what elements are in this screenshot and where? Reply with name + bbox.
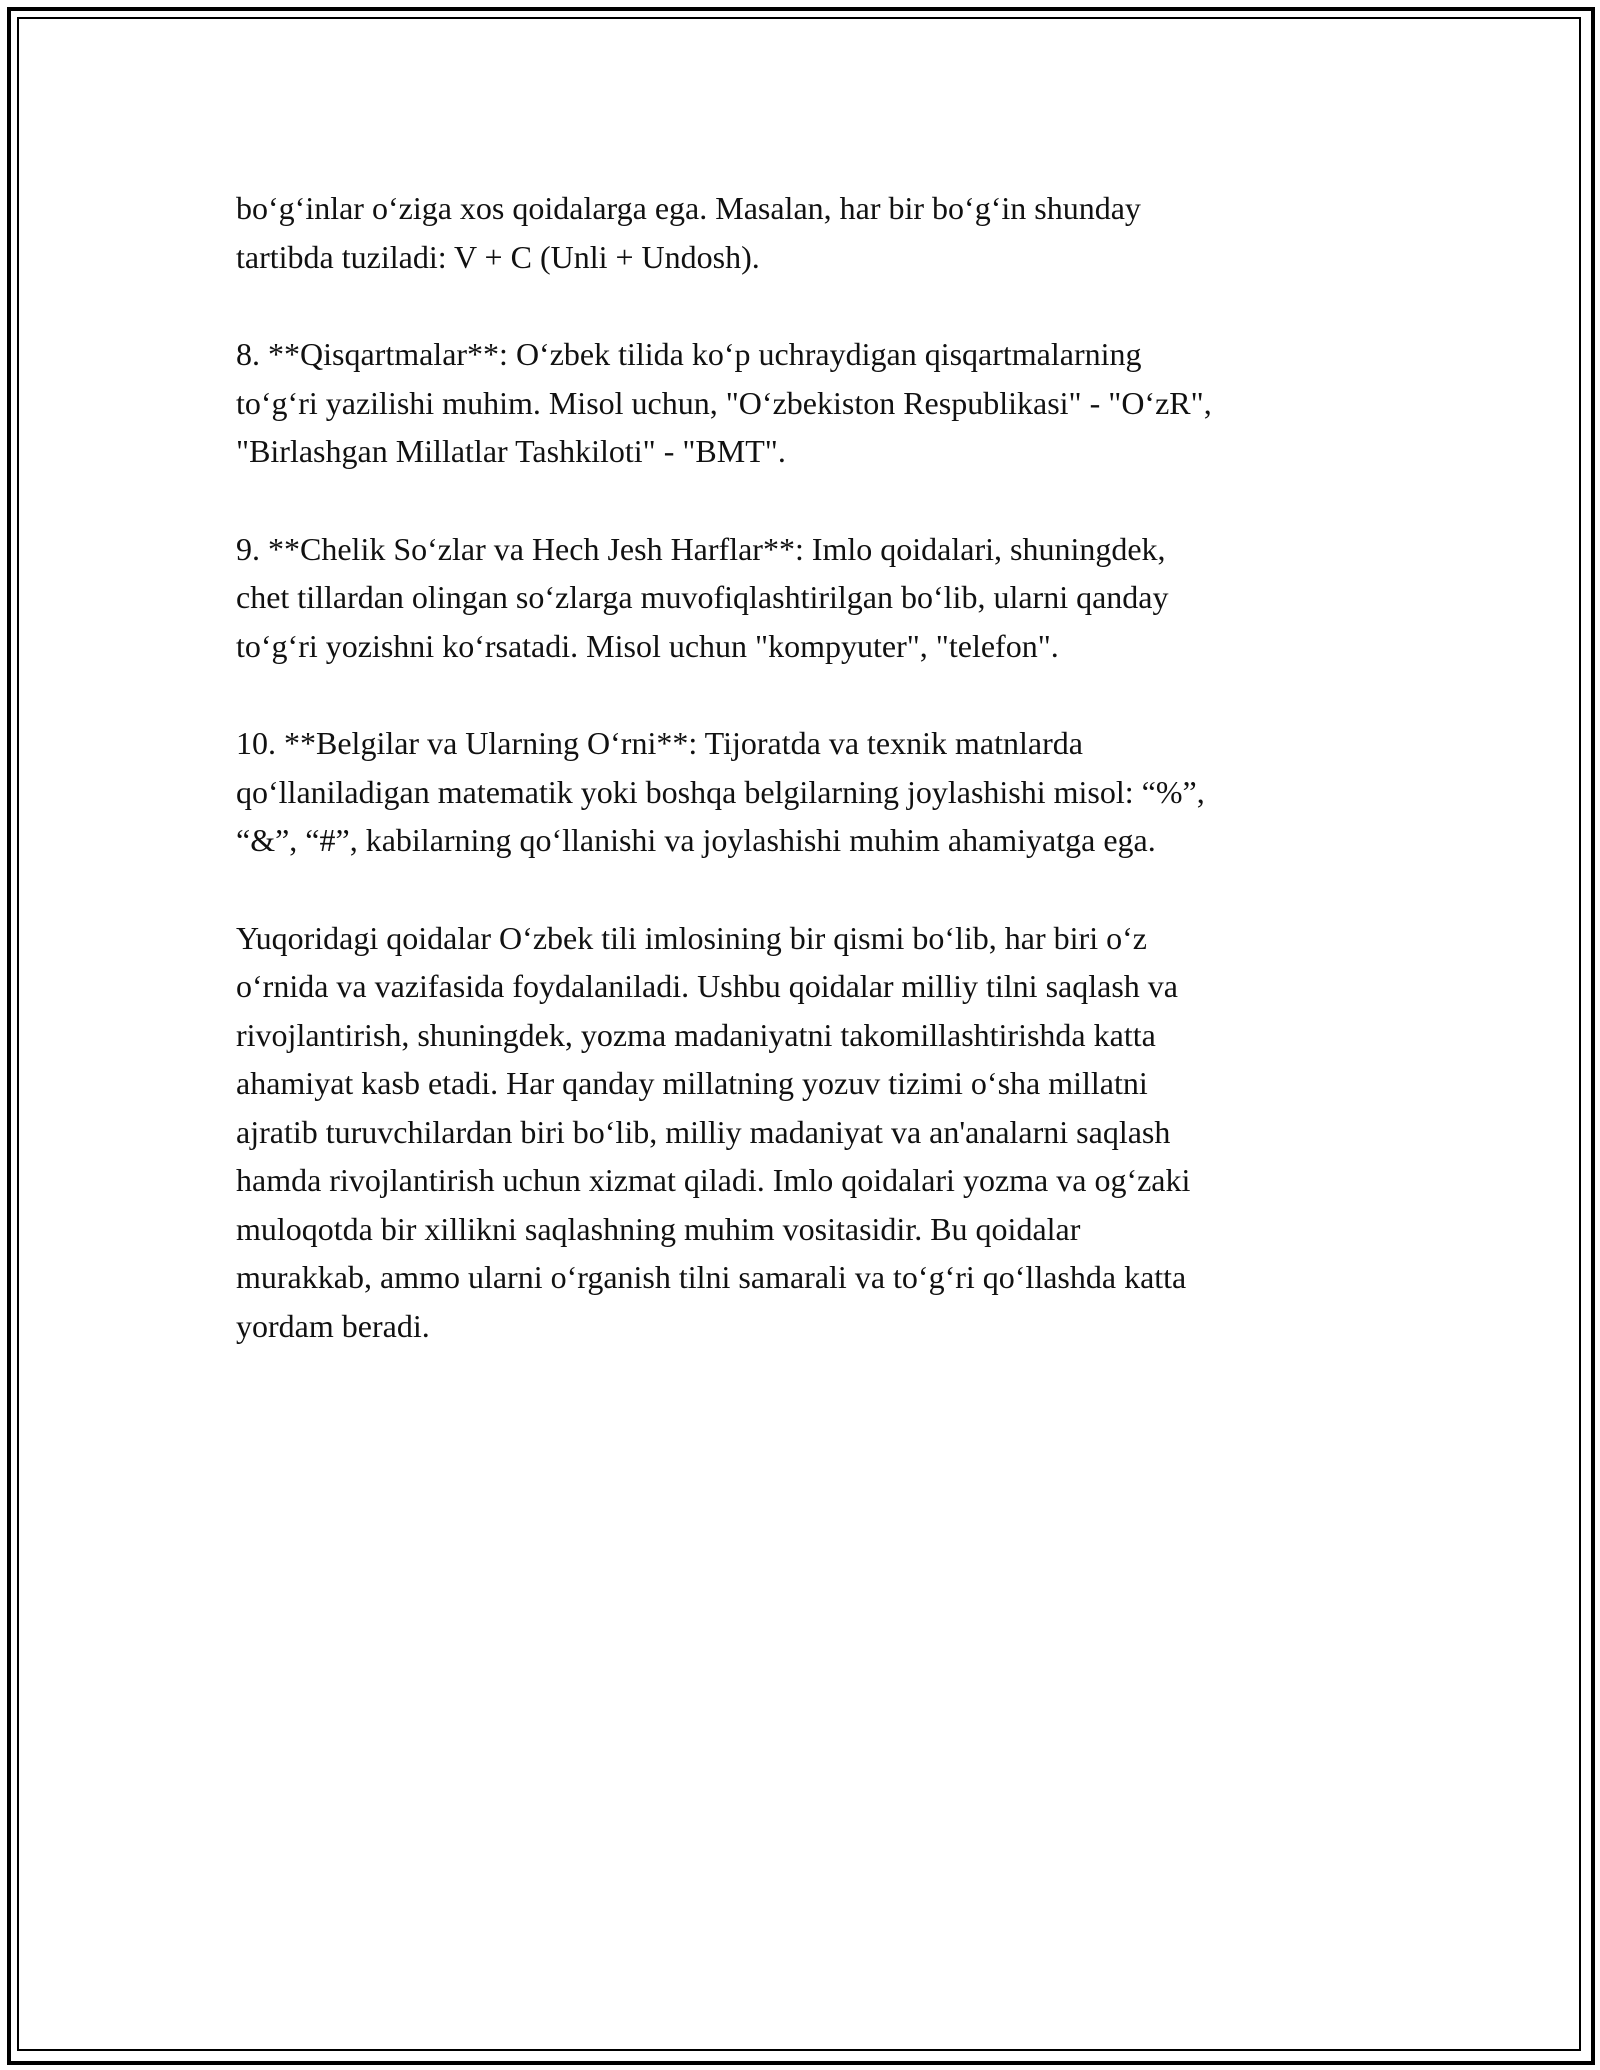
paragraph-conclusion: Yuqoridagi qoidalar O‘zbek tili imlosining bir qismi bo‘lib, har biri o‘z o‘rnida va vazifasida foydalaniladi. Ushbu qoidalar milliy tilni saqlash va rivojlantirish, shuningdek, yozma madaniyatni takomillashtirishda katta ahamiyat kasb etadi. Har qanday millatning yozuv tizimi o‘sha millatni ajratib turuvchilardan biri bo‘lib, milliy madaniyat va an'analarni saqlash hamda rivojlantirish uchun xizmat qiladi. Imlo qoidalari yozma va og‘zaki muloqotda bir xillikni saqlashning muhim vositasidir. Bu qoidalar murakkab, ammo ularni o‘rganish tilni samarali va to‘g‘ri qo‘llashda katta yordam beradi. xyxy=(236,919,1191,1344)
paragraph-foreign-words: 9. **Chelik So‘zlar va Hech Jesh Harflar**: Imlo qoidalari, shuningdek, chet tillardan olingan so‘zlarga muvofiqlashtirilgan bo‘lib, ularni qanday to‘g‘ri yozishni ko‘rsatadi. Misol uchun "kompyuter", "telefon". xyxy=(236,530,1169,664)
paragraph-syllable-rule: bo‘g‘inlar o‘ziga xos qoidalarga ega. Masalan, har bir bo‘g‘in shunday tartibda tuziladi: V + C (Unli + Undosh). xyxy=(236,190,1141,275)
paragraph-abbreviations: 8. **Qisqartmalar**: O‘zbek tilida ko‘p uchraydigan qisqartmalarning to‘g‘ri yazilishi muhim. Misol uchun, "O‘zbekiston Respublikasi" - "O‘zR", "Birlashgan Millatlar Tashkiloti" - "BMT". xyxy=(236,336,1212,469)
document-body xyxy=(236,184,1366,1399)
paragraph-symbols: 10. **Belgilar va Ularning O‘rni**: Tijoratda va texnik matnlarda qo‘llaniladigan matematik yoki boshqa belgilarning joylashishi misol: “%”, “&”, “#”, kabilarning qo‘llanishi va joylashishi muhim ahamiyatga ega. xyxy=(236,725,1205,858)
